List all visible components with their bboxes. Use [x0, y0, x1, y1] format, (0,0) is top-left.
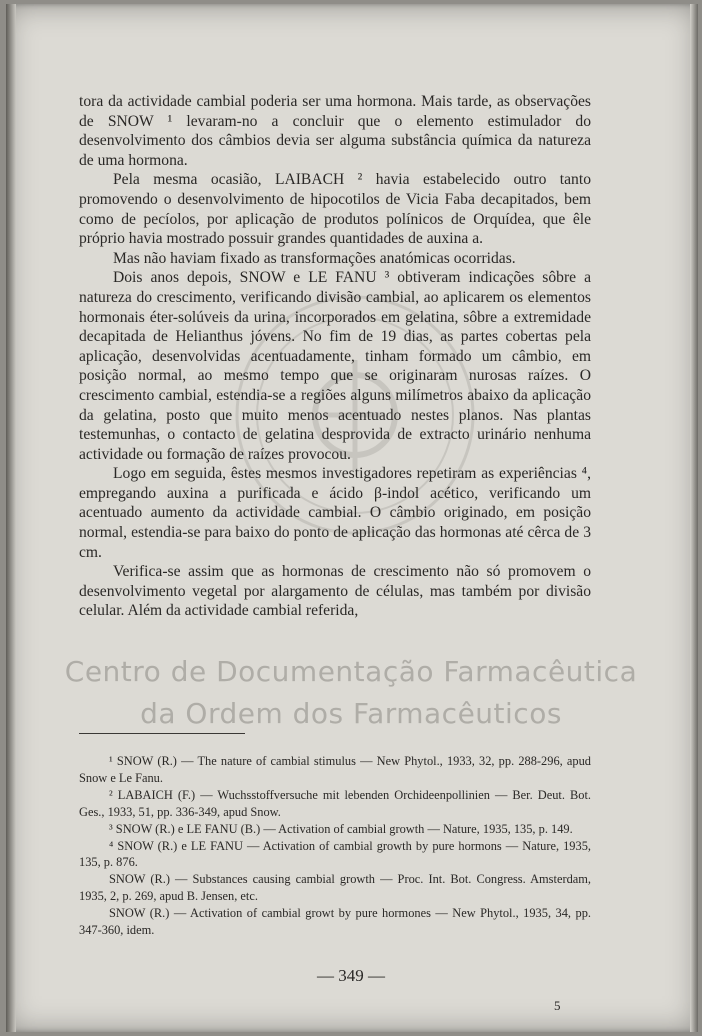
paragraph-4: Dois anos depois, SNOW e LE FANU ³ obtiveram indicações sôbre a natureza do crescimento, verificando divisão cambial, ao aplicarem os elementos hormonais éter-solúveis da urina, incorporados em gelatina, sôbre a extremidade decapitada de Helianthus jóvens. No fim de 19 dias, as partes cobertas pela aplicação, desenvolvidas acentuadamente, tinham formado um câmbio, em posição normal, ao mesmo tempo que se originaram nurosas raízes. O crescimento cambial, estendia-se a regiões alguns milímetros abaixo da aplicação da gelatina, posto que muito menos acentuado nestes planos. Nas plantas testemunhas, o contacto de gelatina desprovida de extracto urinário nenhuma actividade ou formação de raízes provocou. [79, 269, 591, 463]
paragraph-6: Verifica-se assim que as hormonas de crescimento não só promovem o desenvolvimento vegetal por alargamento de células, mas também por divisão celular. Além da actividade cambial referida, [79, 563, 591, 620]
footnotes [79, 753, 591, 939]
paragraph-2: Pela mesma ocasião, LAIBACH ² havia estabelecido outro tanto promovendo o desenvolvimento de hipocotilos de Vicia Faba decapitados, bem como de pecíolos, por aplicação de produtos polínicos de Orquídea, que êle próprio havia mostrado possuir grandes quantidades de auxina a. [79, 171, 591, 248]
paragraph-3: Mas não haviam fixado as transformações anatómicas ocorridas. [113, 249, 516, 267]
paragraph-1: tora da actividade cambial poderia ser uma hormona. Mais tarde, as observações de SNOW ¹ levaram-no a concluir que o elemento estimulador do desenvolvimento dos câmbios devia ser alguma substância química da natureza de uma hormona. [79, 93, 591, 169]
footnote-3: ³ SNOW (R.) e LE FANU (B.) — Activation of cambial growth — Nature, 1935, 135, p. 149. [109, 821, 573, 836]
body-text [79, 92, 591, 621]
footnote-1: ¹ SNOW (R.) — The nature of cambial stimulus — New Phytol., 1933, 32, pp. 288-296, apud Snow e Le Fanu. [79, 754, 591, 785]
signature-mark: 5 [554, 998, 561, 1013]
footnote-divider [79, 733, 245, 734]
watermark-text-line-1: Centro de Documentação Farmacêutica [64, 655, 638, 688]
footnote-2: ² LABAICH (F.) — Wuchsstoffversuche mit lebenden Orchideenpollinien — Ber. Deut. Bot. Ges., 1933, 51, pp. 336-349, apud Snow. [79, 787, 591, 819]
watermark-text-line-2: da Ordem dos Farmacêuticos [140, 697, 562, 730]
paragraph-5: Logo em seguida, êstes mesmos investigadores repetiram as experiências ⁴, empregando auxina a purificada e ácido β-indol acético, verificando um acentuado aumento da actividade cambial. O câmbio originado, em posição normal, estendia-se para baixo do ponto de aplicação das hormonas até cêrca de 3 cm. [79, 465, 591, 561]
page-number: — 349 — [317, 966, 385, 985]
footnote-6: SNOW (R.) — Activation of cambial growt by pure hormones — New Phytol., 1935, 34, pp. 347-360, idem. [79, 906, 591, 938]
page-left-edge [6, 4, 16, 1032]
footnote-5: SNOW (R.) — Substances causing cambial growth — Proc. Int. Bot. Congress. Amsterdam, 1935, 2, p. 269, apud B. Jensen, etc. [79, 872, 591, 904]
page-right-edge [690, 4, 698, 1032]
footnote-4: ⁴ SNOW (R.) e LE FANU — Activation of cambial growth by pure hormons — Nature, 1935, 135, p. 876. [79, 838, 591, 870]
